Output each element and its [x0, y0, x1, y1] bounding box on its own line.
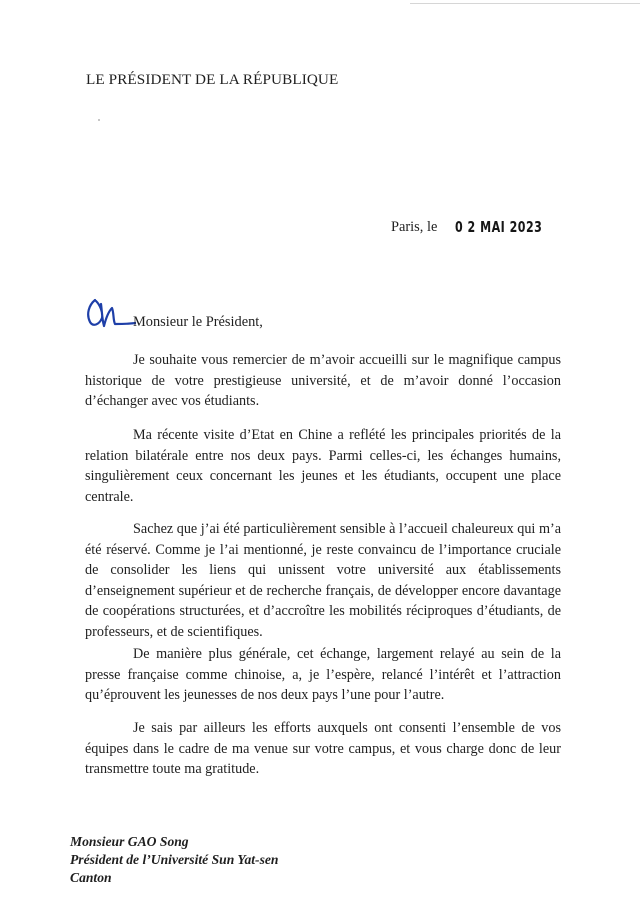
letter-paragraph-1: Je souhaite vous remercier de m’avoir accueilli sur le magnifique campus historique de votre prestigieuse université, et de m’avoir donné l’occasion d’échanger avec vos étudiants.	[85, 352, 561, 410]
addressee-block	[70, 833, 278, 887]
date-stamp: 0 2 MAI 2023	[455, 218, 543, 237]
date-prefix: Paris, le	[391, 218, 438, 235]
letter-paragraph-5: Je sais par ailleurs les efforts auxquels ont consenti l’ensemble de vos équipes dans le cadre de ma venue sur votre campus, et vous charge donc de leur transmettre toute ma gratitude.	[85, 720, 561, 778]
scan-speck	[98, 119, 100, 121]
scan-edge-line	[410, 3, 640, 4]
dateline	[391, 218, 562, 236]
letterhead: LE PRÉSIDENT DE LA RÉPUBLIQUE	[86, 71, 339, 88]
salutation: Monsieur le Président,	[133, 314, 263, 330]
salutation-line	[84, 296, 384, 336]
addressee-title: Président de l’Université Sun Yat-sen	[70, 852, 279, 867]
letter-paragraph-2: Ma récente visite d’Etat en Chine a reflété les principales priorités de la relation bilatérale entre nos deux pays. Parmi celles-ci, les échanges humains, singulièrement ceux concernant les jeunes et les étudiants, occupent une place centrale.	[85, 427, 561, 505]
letter-paragraph-4: De manière plus générale, cet échange, largement relayé au sein de la presse française comme chinoise, a, je l’espère, relancé l’intérêt et l’attraction qu’éprouvent les jeunesses de nos deux pays l’une pour l’autre.	[85, 646, 561, 704]
addressee-name: Monsieur GAO Song	[70, 834, 189, 849]
letter-paragraph-3: Sachez que j’ai été particulièrement sensible à l’accueil chaleureux qui m’a été réservé. Comme je l’ai mentionné, je reste convaincu de l’importance cruciale de consolider les liens qui unissent votre université aux établissements d’enseignement supérieur et de recherche français, de développer encore davantage de coopérations structurées, et d’accroître les mobilités réciproques d’étudiants, de professeurs, et de scientifiques.	[85, 521, 561, 640]
addressee-city: Canton	[70, 870, 112, 885]
handwritten-mark-icon	[84, 296, 136, 334]
